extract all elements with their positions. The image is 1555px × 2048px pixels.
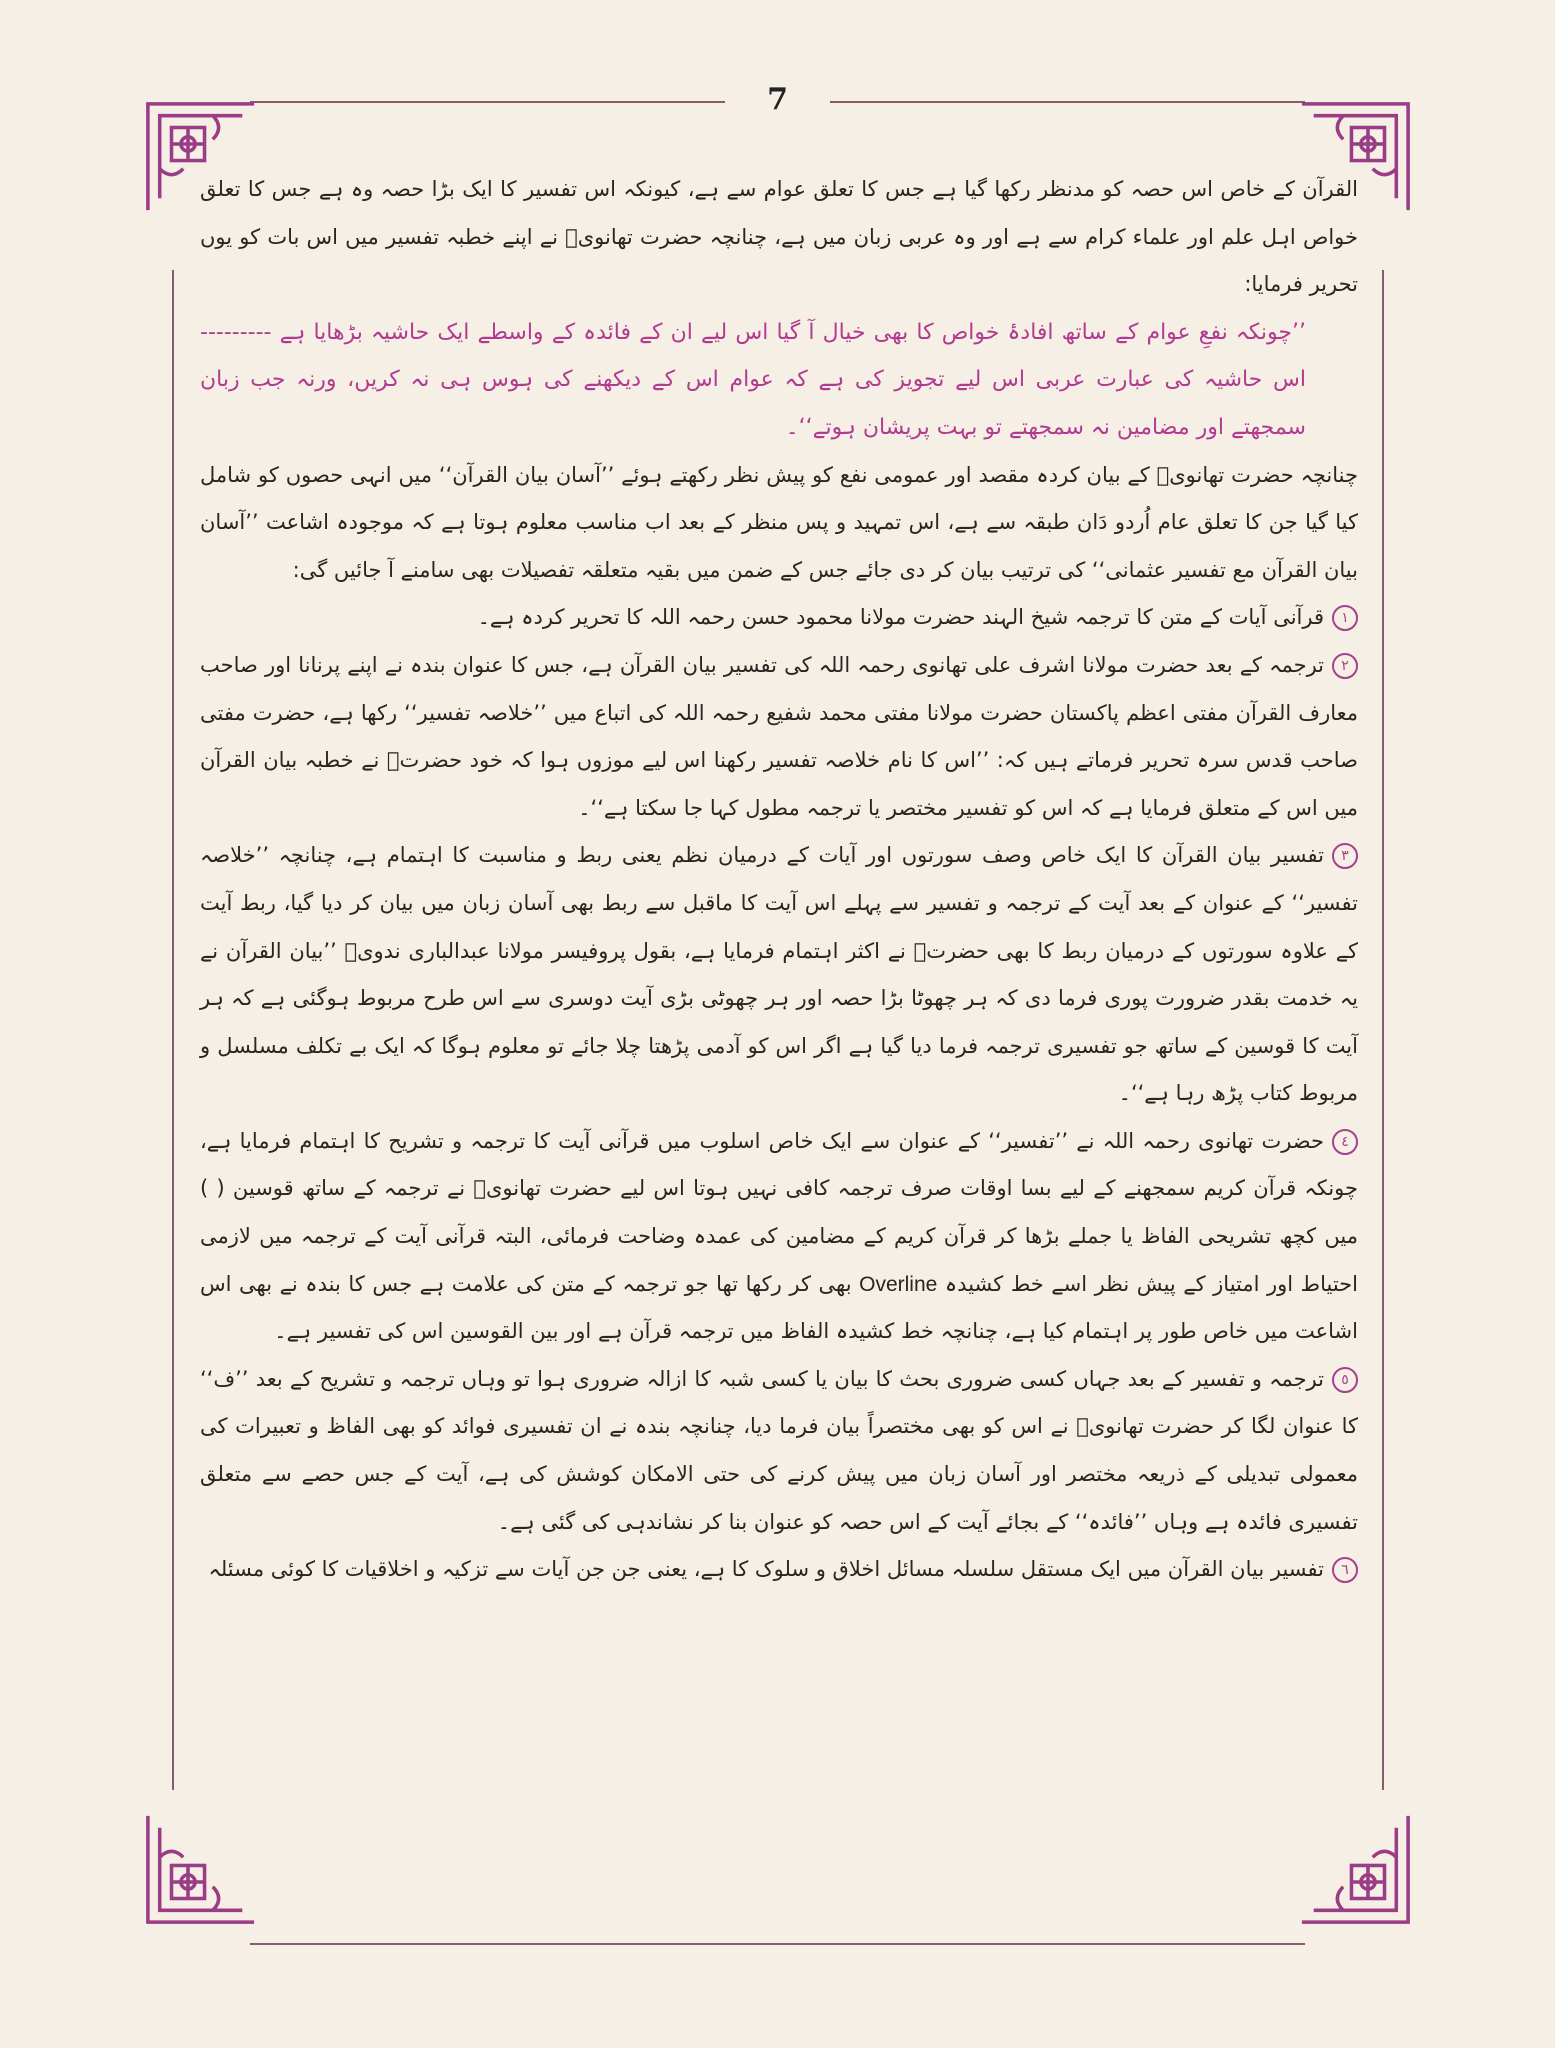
bottom-border [250,1943,1305,1945]
overline-term: Overline [859,1272,938,1296]
list-item-1 [200,594,1358,642]
page-body [200,166,1358,1594]
item-number-badge: ٥ [1332,1367,1358,1393]
right-border [1382,270,1384,1790]
list-item-5 [200,1356,1358,1546]
list-item-text: تفسیر بیان القرآن کا ایک خاص وصف سورتوں اور آیات کے درمیان نظم یعنی ربط و مناسبت کا اہتمام ہے، چنانچہ ’’خلاصہ تفسیر‘‘ کے عنوان کے بعد آیت کے ترجمہ و تفسیر سے پہلے اس آیت کا ماقبل سے ربط بھی آسان زبان میں بیان کر دیا گیا، ربط آیت کے علاوہ سورتوں کے درمیان ربط کا بھی حضرتؒ نے اکثر اہتمام فرمایا ہے، بقول پروفیسر مولانا عبدالباری ندویؒ ’’بیان القرآن نے یہ خدمت بقدر ضرورت پوری فرما دی کہ ہر چھوٹا بڑا حصہ اور ہر چھوٹی بڑی آیت دوسری سے اس طرح مربوط ہوگئی ہے کہ ہر آیت کا قوسین کے ساتھ جو تفسیری ترجمہ فرما دیا گیا ہے اگر اس کو آدمی پڑھتا چلا جائے تو معلوم ہوگا کہ ایک بے تکلف مسلسل و مربوط کتاب پڑھ رہا ہے‘‘۔ [200,843,1358,1106]
left-border [172,270,174,1790]
list-item-text-continued: بھی کر رکھا تھا جو ترجمہ کے متن کی علامت ہے جس کا بندہ نے بھی اس اشاعت میں خاص طور پر اہتمام کیا ہے، چنانچہ خط کشیدہ الفاظ میں ترجمہ قرآن ہے اور بین القوسین اس کی تفسیر ہے۔ [200,1271,1358,1344]
page-number: 7 [767,82,788,117]
list-item-4 [200,1118,1358,1356]
item-number-badge: ٦ [1332,1557,1358,1583]
paragraph-intro: القرآن کے خاص اس حصہ کو مدنظر رکھا گیا ہے جس کا تعلق عوام سے ہے، کیونکہ اس تفسیر کا ایک بڑا حصہ وہ ہے جس کا تعلق خواص اہل علم اور علماء کرام سے ہے اور وہ عربی زبان میں ہے، چنانچہ حضرت تھانویؒ نے اپنے خطبہ تفسیر میں اس بات کو یوں تحریر فرمایا: [200,177,1358,297]
list-item-text: تفسیر بیان القرآن میں ایک مستقل سلسلہ مسائل اخلاق و سلوک کا ہے، یعنی جن جن آیات سے تزکیہ و اخلاقیات کا کوئی مسئلہ [208,1557,1324,1582]
list-item-text: ترجمہ و تفسیر کے بعد جہاں کسی ضروری بحث کا بیان یا کسی شبہ کا ازالہ ضروری ہوا تو وہاں ترجمہ و تشریح کے بعد ’’ف‘‘ کا عنوان لگا کر حضرت تھانویؒ نے اس کو بھی مختصراً بیان فرما دیا، چنانچہ بندہ نے ان تفسیری فوائد کو بھی الفاظ و تعبیرات کی معمولی تبدیلی کے ذریعہ مختصر اور آسان زبان میں پیش کرنے کی حتی الامکان کوشش کی ہے، آیت کے جس حصے سے متعلق تفسیری فائدہ ہے وہاں ’’فائدہ‘‘ کے بجائے آیت کے اس حصہ کو عنوان بنا کر نشاندہی کی گئی ہے۔ [200,1366,1358,1534]
list-item-text: ترجمہ کے بعد حضرت مولانا اشرف علی تھانوی رحمہ اللہ کی تفسیر بیان القرآن ہے، جس کا عنوان بندہ نے اپنے پرنانا اور صاحب معارف القرآن مفتی اعظم پاکستان حضرت مولانا مفتی محمد شفیع رحمہ اللہ کی اتباع میں ’’خلاصہ تفسیر‘‘ رکھا ہے، حضرت مفتی صاحب قدس سرہ تحریر فرماتے ہیں کہ: ’’اس کا نام خلاصہ تفسیر رکھنا اس لیے موزوں ہوا کہ خود حضرتؒ نے خطبہ بیان القرآن میں اس کے متعلق فرمایا ہے کہ اس کو تفسیر مختصر یا ترجمہ مطول کہا جا سکتا ہے‘‘۔ [200,652,1358,820]
item-number-badge: ٤ [1332,1129,1358,1155]
list-item-3 [200,832,1358,1118]
item-number-badge: ٢ [1332,653,1358,679]
paragraph-arrangement: چنانچہ حضرت تھانویؒ کے بیان کردہ مقصد اور عمومی نفع کو پیش نظر رکھتے ہوئے ’’آسان بیان القرآن‘‘ میں انہی حصوں کو شامل کیا گیا جن کا تعلق عام اُردو دَان طبقہ سے ہے، اس تمہید و پس منظر کے بعد اب مناسب معلوم ہوتا ہے کہ موجودہ اشاعت ’’آسان بیان القرآن مع تفسیر عثمانی‘‘ کی ترتیب بیان کر دی جائے جس کے ضمن میں بقیہ متعلقہ تفصیلات بھی سامنے آ جائیں گی: [200,462,1358,582]
list-item-text: حضرت تھانوی رحمہ اللہ نے ’’تفسیر‘‘ کے عنوان سے ایک خاص اسلوب میں قرآنی آیت کا ترجمہ و تشریح کا اہتمام فرمایا ہے، چونکہ قرآن کریم سمجھنے کے لیے بسا اوقات صرف ترجمہ کافی نہیں ہوتا اس لیے حضرت تھانویؒ نے ترجمہ کے ساتھ قوسین ( ) میں کچھ تشریحی الفاظ یا جملے بڑھا کر قرآن کریم کے مضامین کی عمدہ وضاحت فرمائی، البتہ قرآنی آیت کے ترجمہ میں لازمی احتیاط اور امتیاز کے پیش نظر اسے خط کشیدہ [200,1128,1358,1296]
corner-ornament-bottom-left [142,1810,260,1928]
item-number-badge: ٣ [1332,843,1358,869]
corner-ornament-bottom-right [1296,1810,1414,1928]
item-number-badge: ١ [1332,605,1358,631]
list-item-6 [200,1546,1358,1594]
quoted-passage: ’’چونکہ نفعِ عوام کے ساتھ افادۂ خواص کا بھی خیال آ گیا اس لیے ان کے فائدہ کے واسطے ایک حاشیہ بڑھایا ہے ---------اس حاشیہ کی عبارت عربی اس لیے تجویز کی ہے کہ عوام اس کے دیکھنے کی ہوس ہی نہ کریں، ورنہ جب زبان سمجھتے اور مضامین نہ سمجھتے تو بہت پریشان ہوتے‘‘۔ [200,319,1306,440]
list-item-2 [200,642,1358,832]
list-item-text: قرآنی آیات کے متن کا ترجمہ شیخ الہند حضرت مولانا محمود حسن رحمہ اللہ کا تحریر کردہ ہے۔ [477,605,1324,630]
